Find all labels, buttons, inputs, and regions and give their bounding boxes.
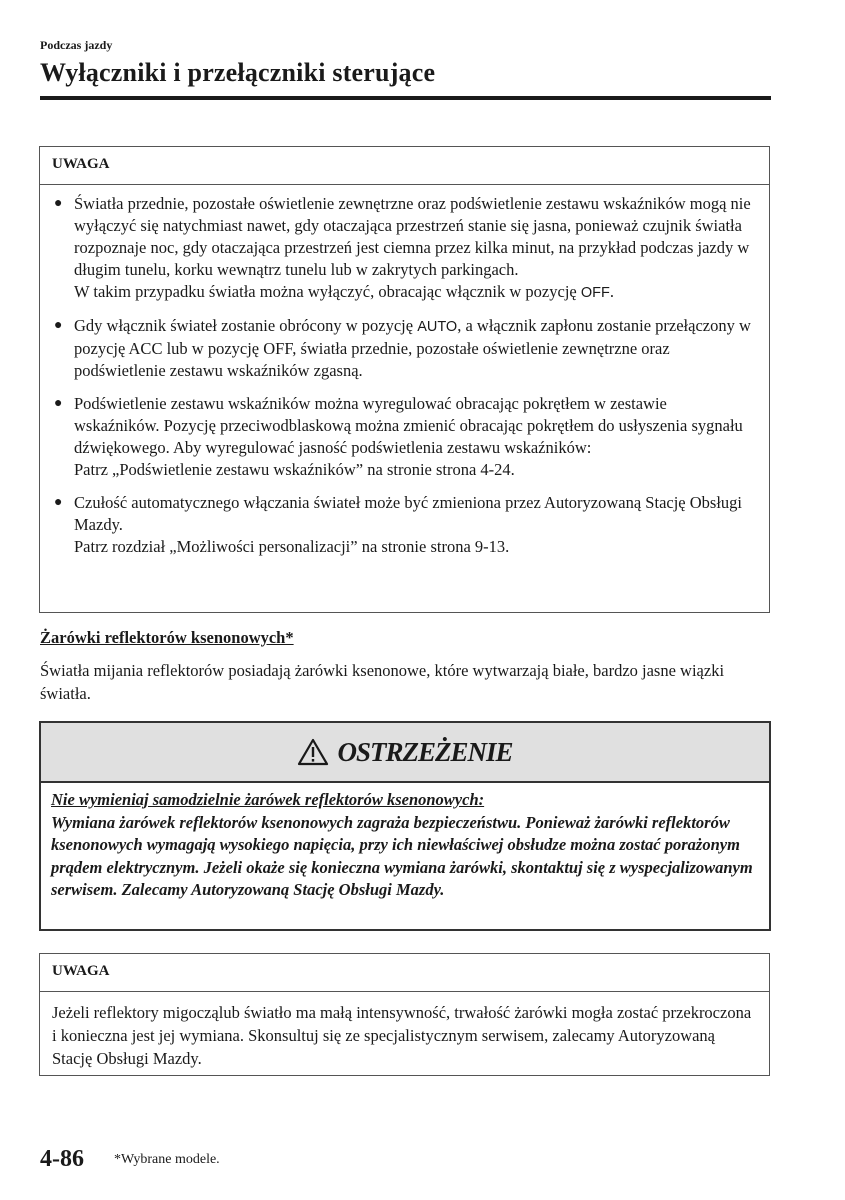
page-title: Wyłączniki i przełączniki sterujące <box>40 58 436 87</box>
bullet-icon: ● <box>54 196 63 211</box>
note-label: UWAGA <box>40 147 769 185</box>
section-label: Podczas jazdy <box>40 38 113 52</box>
warning-header <box>41 723 769 783</box>
note-box-1 <box>39 146 770 613</box>
page-reference: Patrz „Podświetlenie zestawu wskaźników” na stronie strona 4-24. <box>74 460 515 479</box>
note-bullet-item <box>52 492 755 558</box>
note-bullet-item <box>52 193 755 304</box>
warning-text: Wymiana żarówek reflektorów ksenonowych zagraża bezpieczeństwu. Ponieważ żarówki reflektorów ksenonowych wymagają wysokiego napięcia, przy ich niewłaściwej obsłudze można zostać porażonym prądem elektrycznym. Jeżeli okaże się konieczna wymiana żarówki, skontaktuj się z wyspecjalizowanym serwisem. Zalecamy Autoryzowaną Stację Obsługi Mazdy. <box>51 812 753 899</box>
footnote: *Wybrane modele. <box>114 1152 220 1167</box>
bullet-text: Gdy włącznik świateł zostanie obrócony w pozycję AUTO, a włącznik zapłonu zostanie przełączony w pozycję ACC lub w pozycję OFF, światła przednie, pozostałe oświetlenie zewnętrzne oraz podświetlenie zestawu wskaźników zgasną. <box>74 316 751 380</box>
title-divider <box>40 96 771 100</box>
page-reference: Patrz rozdział „Możliwości personalizacji” na stronie strona 9-13. <box>74 537 510 556</box>
xenon-heading: Żarówki reflektorów ksenonowych* <box>40 628 294 647</box>
warning-box <box>39 721 771 931</box>
note-bullet-item <box>52 315 755 382</box>
bullet-icon: ● <box>54 318 63 333</box>
xenon-paragraph: Światła mijania reflektorów posiadają żarówki ksenonowe, które wytwarzają białe, bardzo jasne wiązki światła. <box>40 661 725 703</box>
switch-position-off: OFF <box>580 285 610 301</box>
page-number: 4-86 <box>40 1146 84 1172</box>
note-box-2 <box>39 953 770 1076</box>
bullet-text: Światła przednie, pozostałe oświetlenie zewnętrzne oraz podświetlenie zestawu wskaźników mogą nie wyłączyć się natychmiast nawet, gdy otaczająca przestrzeń stanie się jasna, ponieważ czujnik światła rozpoznaje noc, gdy otaczająca przestrzeń jest ciemna przez kilka minut, na przykład podczas jazdy w długim tunelu, korku wewnątrz tunelu lub w zakrytych parkingach. <box>74 194 751 279</box>
bullet-text: Czułość automatycznego włączania świateł może być zmieniona przez Autoryzowaną Stację Obsługi Mazdy. <box>74 493 743 534</box>
warning-body <box>41 783 769 902</box>
bullet-text: Podświetlenie zestawu wskaźników można wyregulować obracając pokrętłem w zestawie wskaźników. Pozycję przeciwodblaskową można zmienić obracając pokrętłem do usłyszenia sygnału dźwiękowego. Aby wyregulować jasność podświetlenia zestawu wskaźników: <box>74 394 743 457</box>
note-bullet-list <box>40 185 769 558</box>
bullet-icon: ● <box>54 396 63 411</box>
warning-lead: Nie wymieniaj samodzielnie żarówek reflektorów ksenonowych: <box>51 790 485 809</box>
bullet-text-continued: W takim przypadku światła można wyłączyć, obracając włącznik w pozycję OFF. <box>74 282 614 301</box>
note-bullet-item <box>52 393 755 481</box>
warning-triangle-icon <box>297 738 329 766</box>
note-label: UWAGA <box>40 954 769 992</box>
bullet-icon: ● <box>54 495 63 510</box>
switch-position-auto: AUTO <box>417 319 458 335</box>
warning-title: OSTRZEŻENIE <box>337 736 513 767</box>
note-text: Jeżeli reflektory migocząlub światło ma małą intensywność, trwałość żarówki mogła zostać przekroczona i konieczna jest jej wymiana. Skonsultuj się ze specjalistycznym serwisem, zalecamy Autoryzowaną Stację Obsługi Mazdy. <box>52 1003 752 1068</box>
